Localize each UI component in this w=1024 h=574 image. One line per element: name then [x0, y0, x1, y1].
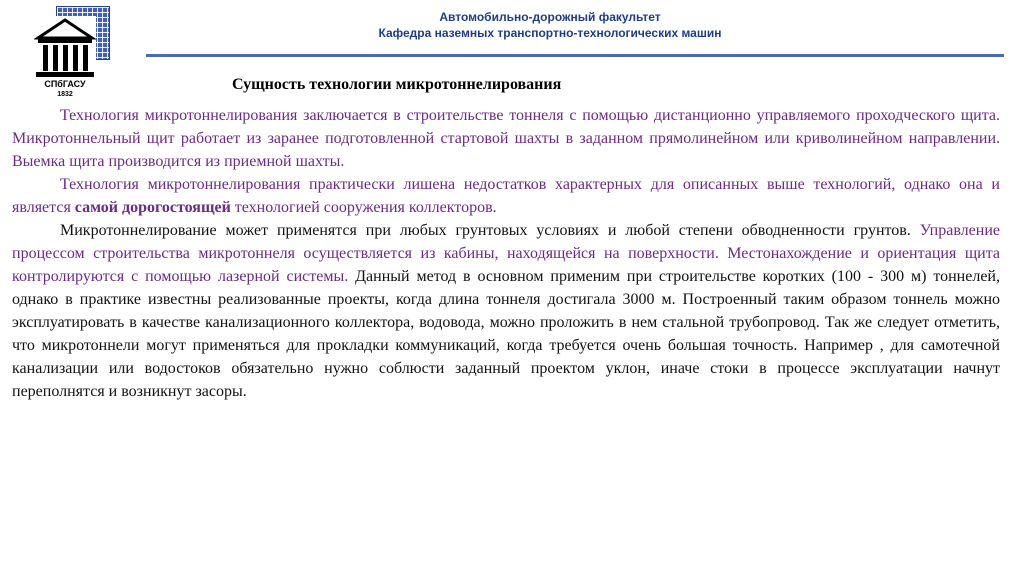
- paragraph-2: [12, 173, 1000, 219]
- department-label: Кафедра наземных транспортно-технологических машин: [378, 26, 722, 40]
- university-building-icon: [34, 16, 96, 98]
- paragraph-3: [12, 219, 1000, 403]
- header: [360, 9, 740, 41]
- paragraph-1: Технология микротоннелирования заключается в строительстве тоннеля с помощью дистанционно управляемого проходческого щита. Микротоннельный щит работает из заранее подготовленной стартовой шахты в заданном прямолинейном или криволинейном направлении. Выемка щита производится из приемной шахты.: [12, 107, 1000, 170]
- faculty-label: Автомобильно-дорожный факультет: [439, 10, 661, 24]
- paragraph-3-highlight: Управление процессом строительства микротоннеля осуществляется из кабины, находящейся на поверхности. Местонахождение и ориентация щита контролируются с помощью лазерной системы.: [12, 222, 1000, 285]
- paragraph-3-end: Данный метод в основном применим при строительстве коротких (100 - 300 м) тоннелей, однако в практике известны реализованные проекты, когда длина тоннеля достигала 3000 м. Построенный таким образом тоннель можно эксплуатировать в качестве канализационного коллектора, водовода, можно проложить в нем стальной трубопровод. Так же следует отметить, что микротоннели могут применяться для прокладки коммуникаций, когда требуется очень большая точность. Например , для самотечной канализации или водостоков обязательно нужно соблюсти заданный проектом уклон, иначе стоки в процессе эксплуатации начнут переполнятся и возникнут засоры.: [12, 268, 1000, 400]
- page-title: Сущность технологии микротоннелирования: [232, 76, 562, 93]
- paragraph-3-start: Микротоннелирование может применятся при любых грунтовых условиях и любой степени обводненности грунтов.: [60, 222, 920, 239]
- paragraph-2-end: технологией сооружения коллекторов.: [230, 199, 497, 216]
- paragraph-2-emphasis: самой дорогостоящей: [74, 199, 231, 216]
- paragraph-2-start: Технология микротоннелирования практически лишена недостатков характерных для описанных выше технологий, однако она и является: [12, 176, 1000, 216]
- body-text: [12, 104, 1000, 403]
- header-divider: [146, 54, 1004, 57]
- logo-text: СПбГАСУ: [44, 79, 86, 89]
- logo-year: 1832: [57, 91, 73, 98]
